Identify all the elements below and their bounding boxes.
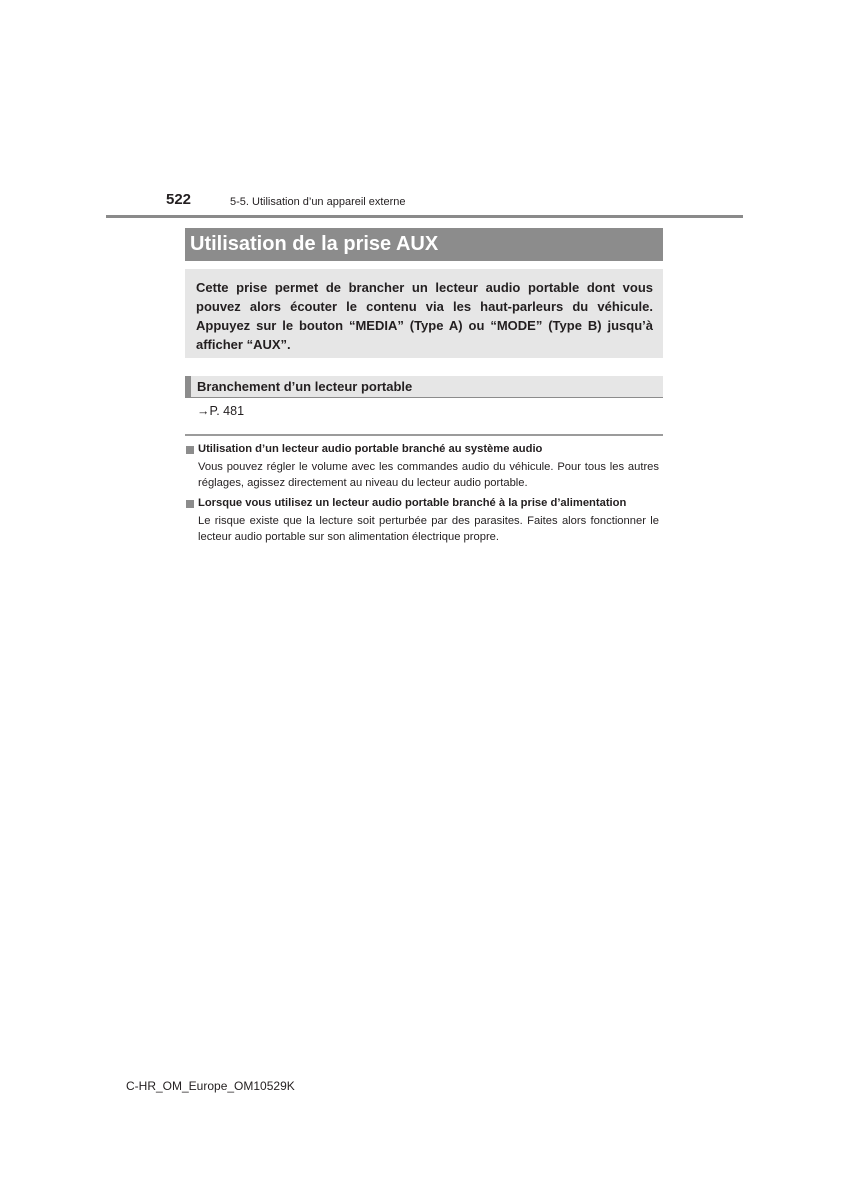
note-heading xyxy=(185,497,663,512)
subsection-title: Branchement d’un lecteur portable xyxy=(197,379,413,394)
note-item xyxy=(185,497,663,545)
page-number: 522 xyxy=(166,191,192,208)
section-reference: 5-5. Utilisation d’un appareil externe xyxy=(230,196,406,208)
square-bullet-icon xyxy=(186,500,194,508)
note-heading xyxy=(185,443,663,458)
header-divider xyxy=(106,215,743,218)
note-body: Le risque existe que la lecture soit perturbée par des parasites. Faites alors fonctionner le lecteur audio portable sur son alimentation électrique propre. xyxy=(198,515,659,543)
note-title: Lorsque vous utilisez un lecteur audio portable branché à la prise d’alimentation xyxy=(198,497,627,509)
intro-box xyxy=(185,269,663,358)
note-body: Vous pouvez régler le volume avec les commandes audio du véhicule. Pour tous les autres réglages, agissez directement au niveau du lecteur audio portable. xyxy=(198,461,659,489)
intro-text: Cette prise permet de brancher un lecteur audio portable dont vous pouvez alors écouter le contenu via les haut-parleurs du véhicule. Appuyez sur le bouton “MEDIA” (Type A) ou “MODE” (Type B) jusqu’à afficher “AUX”. xyxy=(196,280,653,352)
square-bullet-icon xyxy=(186,446,194,454)
page-title: Utilisation de la prise AUX xyxy=(190,233,439,255)
note-title: Utilisation d’un lecteur audio portable branché au système audio xyxy=(198,443,543,455)
notes-divider xyxy=(185,434,663,436)
page-reference-link[interactable]: →P. 481 xyxy=(197,404,245,418)
document-id: C-HR_OM_Europe_OM10529K xyxy=(126,1079,295,1093)
note-item xyxy=(185,443,663,491)
subsection-bar xyxy=(185,376,663,398)
title-bar xyxy=(185,228,663,261)
subsection-marker xyxy=(185,376,191,397)
